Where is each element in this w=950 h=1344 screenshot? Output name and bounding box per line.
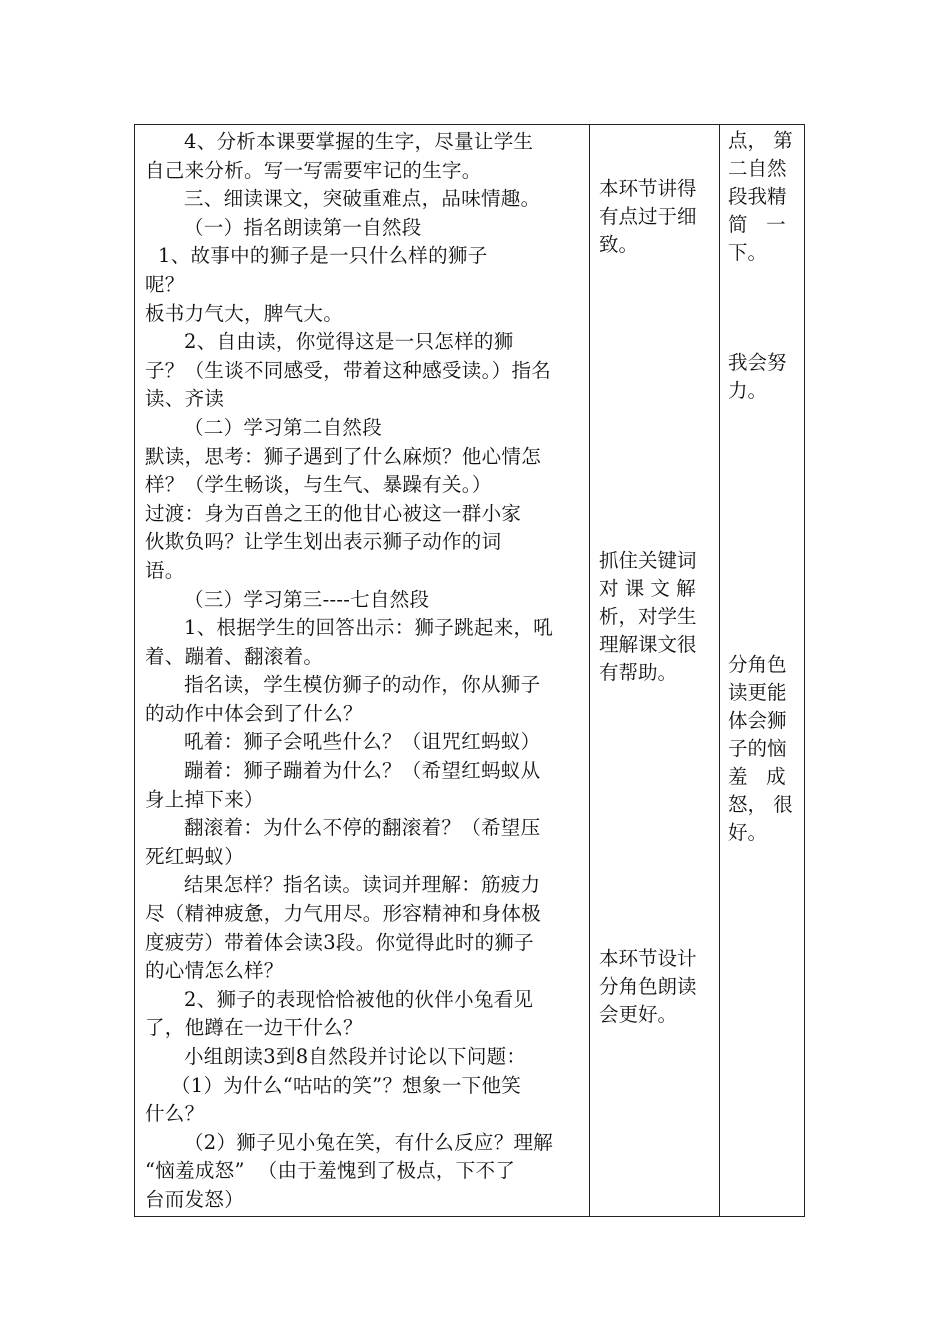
content-line: 吼着：狮子会吼些什么？（诅咒红蚂蚁） bbox=[145, 730, 541, 754]
note-line: 子的恼 bbox=[728, 737, 787, 760]
content-line: 着、蹦着、翻滚着。 bbox=[145, 644, 324, 668]
evaluation-note bbox=[599, 547, 714, 687]
content-line: 读、齐读 bbox=[145, 387, 225, 411]
content-line: 指名读，学生模仿狮子的动作，你从狮子 bbox=[145, 673, 541, 697]
note-line: 有点过于细 bbox=[599, 205, 697, 228]
content-line: 子？（生谈不同感受，带着这种感受读。）指名 bbox=[145, 358, 552, 382]
content-line: 尽（精神疲惫，力气用尽。形容精神和身体极 bbox=[145, 902, 542, 926]
content-line: 默读，思考：狮子遇到了什么麻烦？他心情怎 bbox=[145, 444, 542, 468]
lesson-content-cell bbox=[135, 125, 589, 1215]
note-line: 本环节设计 bbox=[599, 947, 697, 970]
note-line: 好。 bbox=[728, 821, 768, 844]
content-line: 的动作中体会到了什么？ bbox=[145, 701, 363, 725]
note-line: 我会努 bbox=[728, 351, 787, 374]
content-line: 样？（学生畅谈，与生气、暴躁有关。） bbox=[145, 473, 492, 497]
note-line: 对 课 文 解 bbox=[599, 577, 696, 600]
note-line: 读更能 bbox=[728, 681, 787, 704]
content-line: 身上掉下来） bbox=[145, 787, 264, 811]
content-line: （二）学习第二自然段 bbox=[145, 415, 383, 439]
column-divider bbox=[719, 125, 720, 1216]
note-line: 会更好。 bbox=[599, 1003, 678, 1026]
reflection-note bbox=[728, 349, 800, 405]
note-line: 简 一 bbox=[728, 213, 786, 236]
content-line: 伙欺负吗？让学生划出表示狮子动作的词 bbox=[145, 530, 502, 554]
content-line: 度疲劳）带着体会读3段。你觉得此时的狮子 bbox=[145, 930, 534, 954]
content-line: 死红蚂蚁） bbox=[145, 844, 245, 868]
note-line: 析，对学生 bbox=[599, 605, 697, 628]
note-line: 段我精 bbox=[728, 185, 787, 208]
content-line: 2、自由读，你觉得这是一只怎样的狮 bbox=[145, 330, 514, 354]
content-line: 语。 bbox=[145, 558, 185, 582]
content-line: 了，他蹲在一边干什么？ bbox=[145, 1016, 363, 1040]
content-line: 4、分析本课要掌握的生字，尽量让学生 bbox=[145, 130, 534, 153]
content-line: 蹦着：狮子蹦着为什么？（希望红蚂蚁从 bbox=[145, 759, 541, 783]
content-line: 1、故事中的狮子是一只什么样的狮子 bbox=[145, 244, 488, 268]
content-line: （1）为什么“咕咕的笑”？想象一下他笑 bbox=[145, 1073, 522, 1097]
content-line: 结果怎样？指名读。读词并理解：筋疲力 bbox=[145, 873, 541, 897]
column-divider bbox=[589, 125, 590, 1216]
content-line: 过渡：身为百兽之王的他甘心被这一群小家 bbox=[145, 501, 522, 525]
note-line: 本环节讲得 bbox=[599, 177, 697, 200]
content-line: 1、根据学生的回答出示：狮子跳起来，吼 bbox=[145, 616, 554, 640]
note-line: 羞 成 bbox=[728, 765, 786, 788]
content-line: （一）指名朗读第一自然段 bbox=[145, 215, 422, 239]
content-line: （2）狮子见小兔在笑，有什么反应？理解 bbox=[145, 1130, 554, 1154]
note-line: 致。 bbox=[599, 233, 639, 256]
note-line: 理解课文很 bbox=[599, 633, 697, 656]
content-line: 的心情怎么样？ bbox=[145, 959, 284, 983]
content-line: 小组朗读3到8自然段并讨论以下问题： bbox=[145, 1045, 527, 1068]
note-line: 体会狮 bbox=[728, 709, 787, 732]
content-line: 自己来分析。写一写需要牢记的生字。 bbox=[145, 158, 482, 182]
content-line: 三、细读课文，突破重难点，品味情趣。 bbox=[145, 187, 541, 211]
note-line: 力。 bbox=[728, 379, 768, 402]
content-line: 2、狮子的表现恰恰被他的伙伴小兔看见 bbox=[145, 987, 534, 1011]
reflection-note bbox=[728, 651, 800, 847]
lesson-table bbox=[134, 124, 805, 1217]
content-line: “恼羞成怒” （由于羞愧到了极点，下不了 bbox=[145, 1159, 516, 1183]
content-line: （三）学习第三----七自然段 bbox=[145, 587, 430, 611]
note-line: 分角色朗读 bbox=[599, 975, 697, 998]
evaluation-note bbox=[599, 175, 714, 259]
content-line: 板书力气大，脾气大。 bbox=[145, 301, 344, 325]
note-line: 怒， 很 bbox=[728, 793, 793, 816]
content-line: 什么？ bbox=[145, 1102, 205, 1126]
note-line: 下。 bbox=[728, 241, 768, 264]
note-line: 分角色 bbox=[728, 653, 787, 676]
content-line: 翻滚着：为什么不停的翻滚着？（希望压 bbox=[145, 816, 541, 840]
content-line: 台而发怒） bbox=[145, 1187, 245, 1211]
content-line: 呢？ bbox=[145, 272, 185, 296]
note-line: 有帮助。 bbox=[599, 661, 678, 684]
note-line: 点， 第 bbox=[728, 129, 793, 152]
evaluation-note bbox=[599, 945, 714, 1029]
note-line: 二自然 bbox=[728, 157, 787, 180]
reflection-note bbox=[728, 127, 800, 267]
note-line: 抓住关键词 bbox=[599, 549, 697, 572]
